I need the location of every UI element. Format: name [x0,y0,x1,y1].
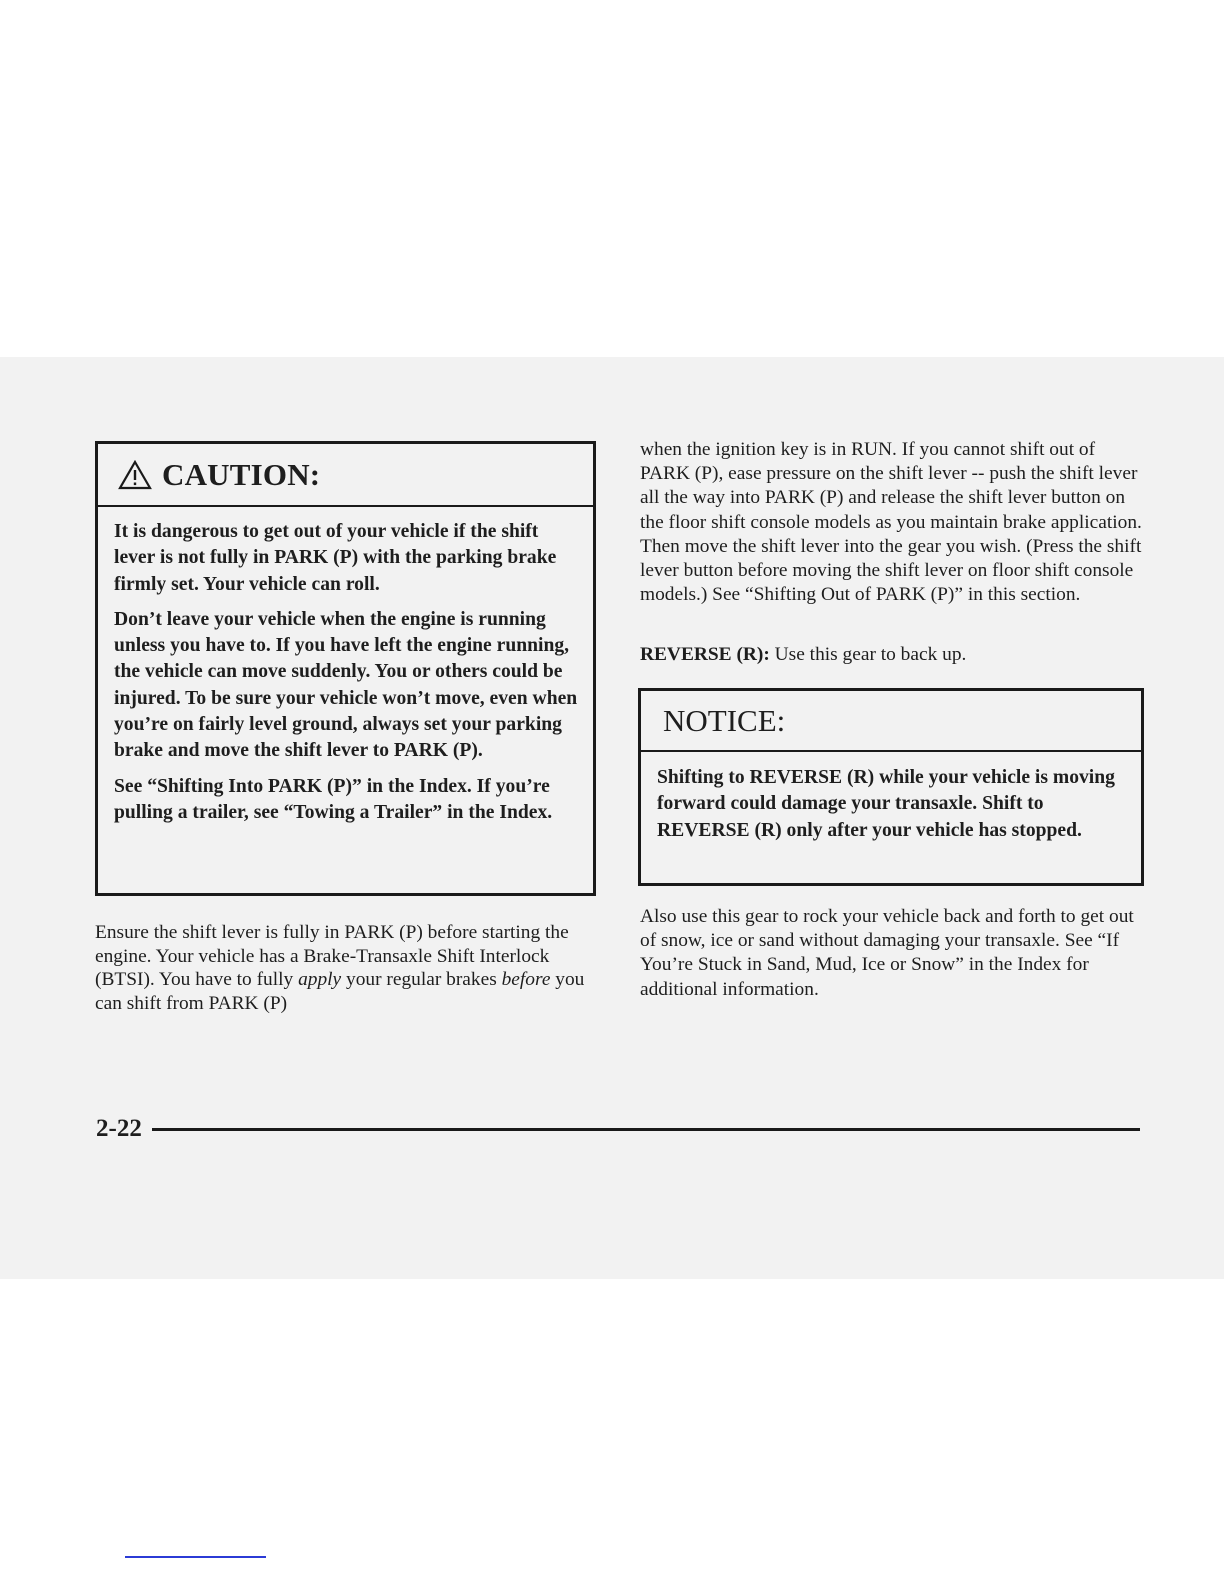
text-segment: your regular brakes [341,969,502,991]
emphasis-apply: apply [298,969,342,991]
caution-paragraph: It is dangerous to get out of your vehicle if the shift lever is not fully in PARK (P) with the parking brake firmly set. Your vehicle can roll. [114,521,557,595]
link-underline[interactable] [125,1556,266,1558]
caution-body [98,507,593,826]
notice-body [641,752,1141,844]
right-column-continued-paragraph: when the ignition key is in RUN. If you cannot shift out of PARK (P), ease pressure on the shift lever -- push the shift lever all the way into PARK (P) and release the shift lever button on the floor shift console models as you maintain brake application. Then move the shift lever into the gear you wish. (Press the shift lever button before moving the shift lever on floor shift console models.) See “Shifting Out of PARK (P)” in this section. [640,439,1142,606]
caution-header [98,444,593,507]
reverse-paragraph [640,643,1145,667]
notice-box [638,688,1144,886]
text-segment: Ensure the shift lever is fully in PARK (P) before starting the engine. Your vehicle has a Brake-Transaxle Shift Interlock (BTSI). You have to fully [95,922,569,991]
notice-title: NOTICE: [663,702,786,738]
footer-rule [152,1128,1140,1131]
caution-box [95,441,596,896]
text-segment: you can shift from PARK (P) [95,969,585,1014]
reverse-label: REVERSE (R): [640,644,770,665]
notice-text: Shifting to REVERSE (R) while your vehicle is moving forward could damage your transaxle. Shift to REVERSE (R) only after your vehicle has stopped. [657,767,1115,841]
reverse-text: Use this gear to back up. [769,644,967,665]
warning-triangle-icon [118,460,152,490]
caution-paragraph: Don’t leave your vehicle when the engine is running unless you have to. If you have left the engine running, the vehicle can move suddenly. You or others could be injured. To be sure your vehicle won’t move, even when you’re on fairly level ground, always set your parking brake and move the shift lever to PARK (P). [114,608,578,762]
emphasis-before: before [501,969,551,991]
left-column-paragraph [95,921,595,1015]
caution-title: CAUTION: [162,456,321,492]
right-column-paragraph: Also use this gear to rock your vehicle back and forth to get out of snow, ice or sand without damaging your transaxle. See “If You’re Stuck in Sand, Mud, Ice or Snow” in the Index for additional information. [640,906,1134,1000]
notice-header [641,691,1141,752]
caution-paragraph: See “Shifting Into PARK (P)” in the Index. If you’re pulling a trailer, see “Towing a Trailer” in the Index. [114,775,553,823]
page-number: 2-22 [96,1115,142,1142]
